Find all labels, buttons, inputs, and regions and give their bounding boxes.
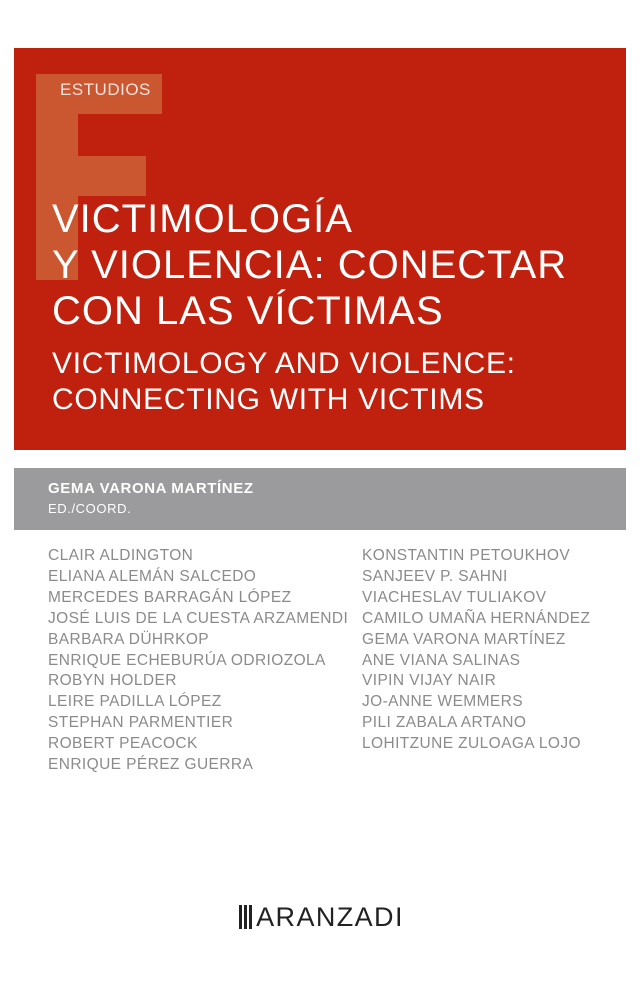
author-item: CAMILO UMAÑA HERNÁNDEZ xyxy=(362,609,591,627)
author-item: MERCEDES BARRAGÁN LÓPEZ xyxy=(48,588,292,606)
publisher-bars-icon xyxy=(239,905,254,929)
author-item: LEIRE PADILLA LÓPEZ xyxy=(48,693,222,711)
author-item: ENRIQUE PÉREZ GUERRA xyxy=(48,756,254,774)
authors-list-right xyxy=(362,546,590,755)
author-item: ELIANA ALEMÁN SALCEDO xyxy=(48,567,257,585)
author-item: ROBERT PEACOCK xyxy=(48,735,198,753)
author-item: LOHITZUNE ZULOAGA LOJO xyxy=(362,735,581,753)
title-es-line: Y VIOLENCIA: CONECTAR xyxy=(52,243,568,287)
cover-red-block xyxy=(14,48,626,450)
editor-band xyxy=(14,468,626,530)
title-es-line: CON LAS VÍCTIMAS xyxy=(52,289,444,333)
authors-list-left xyxy=(48,546,348,776)
publisher-name: ARANZADI xyxy=(256,902,404,932)
author-item: ROBYN HOLDER xyxy=(48,672,177,690)
author-item: SANJEEV P. SAHNI xyxy=(362,567,508,585)
author-item: JO-ANNE WEMMERS xyxy=(362,693,523,711)
author-item: ANE VIANA SALINAS xyxy=(362,651,521,669)
title-spanish xyxy=(52,196,617,334)
editor-role: ED./COORD. xyxy=(48,501,132,516)
author-item: JOSÉ LUIS DE LA CUESTA ARZAMENDI xyxy=(48,609,349,627)
publisher-logo xyxy=(0,902,643,932)
editor-name: GEMA VARONA MARTÍNEZ xyxy=(48,480,254,497)
author-item: STEPHAN PARMENTIER xyxy=(48,714,234,732)
author-item: PILI ZABALA ARTANO xyxy=(362,714,527,732)
author-item: VIPIN VIJAY NAIR xyxy=(362,672,497,690)
author-item: ENRIQUE ECHEBURÚA ODRIOZOLA xyxy=(48,651,326,669)
author-item: KONSTANTIN PETOUKHOV xyxy=(362,547,571,564)
title-en-line: VICTIMOLOGY AND VIOLENCE: xyxy=(52,347,516,380)
title-es-line: VICTIMOLOGÍA xyxy=(52,197,353,241)
author-item: GEMA VARONA MARTÍNEZ xyxy=(362,630,566,648)
author-item: CLAIR ALDINGTON xyxy=(48,547,194,564)
author-item: VIACHESLAV TULIAKOV xyxy=(362,588,547,606)
title-english xyxy=(52,346,617,418)
title-en-line: CONNECTING WITH VICTIMS xyxy=(52,383,485,416)
author-item: BARBARA DÜHRKOP xyxy=(48,630,210,648)
series-label: ESTUDIOS xyxy=(60,80,151,99)
